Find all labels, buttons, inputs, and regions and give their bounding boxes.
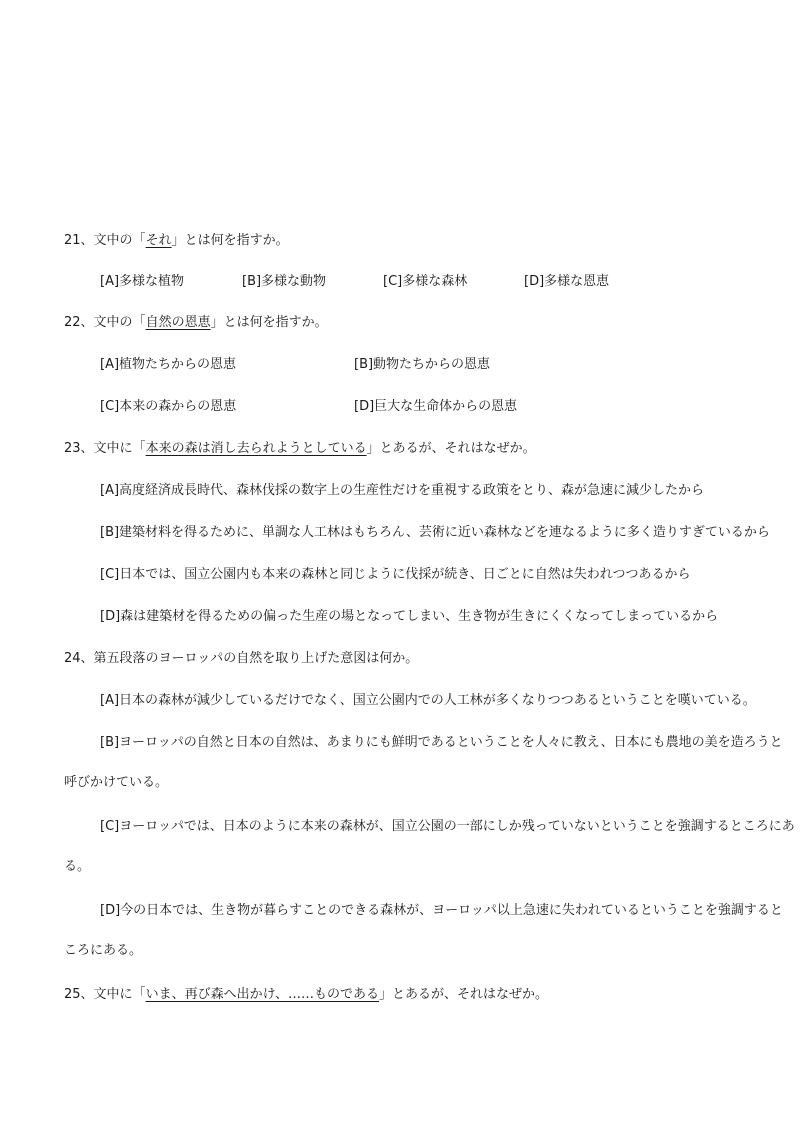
q23-option-b: [B]建築材料を得るために、単調な人工林はもちろん、芸術に近い森林などを連なるように多く造りすぎているから (100, 525, 770, 540)
question-text-pre: 文中に「 (93, 441, 146, 456)
q21-option-b: [B]多様な動物 (242, 274, 327, 289)
q22-option-a: [A]植物たちからの恩恵 (100, 357, 237, 372)
quoted-phrase: 本来の森は消し去られようとしている (145, 441, 367, 456)
question-25 (64, 986, 548, 1004)
q22-option-c: [C]本来の森からの恩恵 (100, 399, 237, 414)
question-text-pre: 文中に「 (93, 987, 146, 1002)
quoted-phrase: 自然の恩恵 (145, 315, 211, 330)
q23-option-a: [A]高度経済成長時代、森林伐採の数字上の生産性だけを重視する政策をとり、森が急速に減少したから (100, 483, 705, 498)
q21-option-a: [A]多様な植物 (100, 274, 185, 289)
q23-option-d: [D]森は建築材を得るための偏った生産の場となってしまい、生き物が生きにくくなってしまっているから (100, 609, 719, 624)
q22-option-d: [D]巨大な生命体からの恩恵 (354, 399, 518, 414)
question-21 (64, 232, 289, 250)
question-number: 25、 (64, 987, 94, 1002)
q24-option-b-cont: 呼びかけている。 (64, 775, 169, 790)
q23-option-c: [C]日本では、国立公園内も本来の森林と同じように伐採が続き、日ごとに自然は失われつつあるから (100, 567, 691, 582)
q24-option-d-cont: ころにある。 (64, 943, 143, 958)
question-22 (64, 314, 328, 332)
q21-option-d: [D]多様な恩恵 (524, 274, 610, 289)
quoted-phrase: いま、再び森へ出かけ、……ものである (145, 987, 380, 1002)
q24-option-d: [D]今の日本では、生き物が暮らすことのできる森林が、ヨーロッパ以上急速に失われているということを強調すると (100, 903, 783, 918)
question-number: 21、 (64, 233, 94, 248)
question-text-pre: 文中の「 (93, 315, 146, 330)
q24-option-c-cont: る。 (64, 859, 91, 874)
question-text-post: 」とは何を指すか。 (210, 315, 328, 330)
question-number: 22、 (64, 315, 94, 330)
question-text-pre: 文中の「 (93, 233, 146, 248)
q24-option-a: [A]日本の森林が減少しているだけでなく、国立公園内での人工林が多くなりつつあるということを嘆いている。 (100, 693, 756, 708)
question-number: 24、 (64, 651, 94, 666)
quoted-phrase: それ (145, 233, 172, 248)
q22-option-b: [B]動物たちからの恩恵 (354, 357, 491, 372)
q21-option-c: [C]多様な森林 (383, 274, 468, 289)
question-text-post: 」とあるが、それはなぜか。 (379, 987, 549, 1002)
question-number: 23、 (64, 441, 94, 456)
question-text-post: 」とは何を指すか。 (171, 233, 289, 248)
question-text: 第五段落のヨーロッパの自然を取り上げた意図は何か。 (93, 651, 419, 666)
question-23 (64, 440, 536, 458)
q24-option-c: [C]ヨーロッパでは、日本のように本来の森林が、国立公園の一部にしか残っていないということを強調するところにあ (100, 819, 795, 834)
question-text-post: 」とあるが、それはなぜか。 (366, 441, 536, 456)
question-24 (64, 650, 418, 668)
q24-option-b: [B]ヨーロッパの自然と日本の自然は、あまりにも鮮明であるということを人々に教え、日本にも農地の美を造ろうと (100, 735, 783, 750)
